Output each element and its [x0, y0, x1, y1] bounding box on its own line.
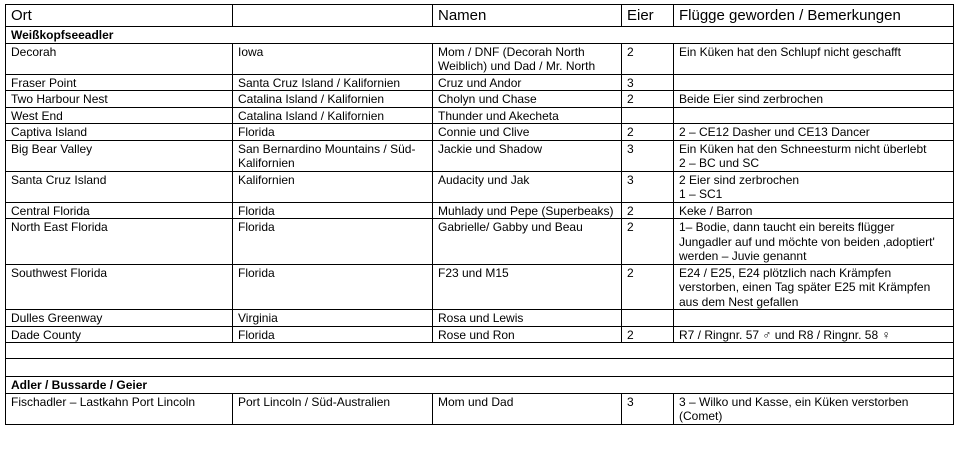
cell-bemerkungen: Ein Küken hat den Schneesturm nicht überlebt 2 – BC und SC [674, 140, 954, 171]
cell-eier: 2 [622, 124, 674, 141]
cell-bemerkungen: Ein Küken hat den Schlupf nicht geschafft [674, 43, 954, 74]
table-row [6, 171, 954, 202]
cell-region: Catalina Island / Kalifornien [233, 107, 433, 124]
cell-bemerkungen: 3 – Wilko und Kasse, ein Küken verstorben (Comet) [674, 393, 954, 424]
cell-ort: Dade County [6, 326, 233, 343]
cell-bemerkungen: R7 / Ringnr. 57 ♂ und R8 / Ringnr. 58 ♀ [674, 326, 954, 343]
cell-eier: 2 [622, 264, 674, 310]
cell-bemerkungen [674, 107, 954, 124]
table-row [6, 202, 954, 219]
cell-ort: North East Florida [6, 219, 233, 265]
cell-namen: Muhlady und Pepe (Superbeaks) [433, 202, 622, 219]
cell-region: Santa Cruz Island / Kalifornien [233, 74, 433, 91]
cell-eier: 2 [622, 202, 674, 219]
cell-ort: Captiva Island [6, 124, 233, 141]
cell-region: Florida [233, 124, 433, 141]
cell-ort: Santa Cruz Island [6, 171, 233, 202]
table-row [6, 264, 954, 310]
cell-region: Virginia [233, 310, 433, 327]
cell-eier: 3 [622, 171, 674, 202]
cell-ort: West End [6, 107, 233, 124]
empty-row [6, 359, 954, 377]
table-row [6, 393, 954, 424]
cell-namen: Jackie und Shadow [433, 140, 622, 171]
cell-region: Florida [233, 326, 433, 343]
cell-ort: Two Harbour Nest [6, 91, 233, 108]
cell-ort: Southwest Florida [6, 264, 233, 310]
table-row [6, 124, 954, 141]
table-row [6, 140, 954, 171]
cell-ort: Decorah [6, 43, 233, 74]
cell-namen: Gabrielle/ Gabby und Beau [433, 219, 622, 265]
cell-region: Kalifornien [233, 171, 433, 202]
cell-namen: Audacity und Jak [433, 171, 622, 202]
cell-ort: Big Bear Valley [6, 140, 233, 171]
cell-ort: Dulles Greenway [6, 310, 233, 327]
cell-eier [622, 107, 674, 124]
cell-region: Florida [233, 264, 433, 310]
nest-table [5, 4, 954, 425]
cell-namen: Connie und Clive [433, 124, 622, 141]
header-bemerkungen: Flügge geworden / Bemerkungen [674, 5, 954, 27]
table-row [6, 310, 954, 327]
cell-eier: 3 [622, 74, 674, 91]
cell-region: San Bernardino Mountains / Süd- Kalifornien [233, 140, 433, 171]
cell-bemerkungen: 2 Eier sind zerbrochen 1 – SC1 [674, 171, 954, 202]
cell-bemerkungen: E24 / E25, E24 plötzlich nach Krämpfen verstorben, einen Tag später E25 mit Krämpfen aus dem Nest gefallen [674, 264, 954, 310]
cell-bemerkungen: 1– Bodie, dann taucht ein bereits flügger Jungadler auf und möchte von beiden ‚adoptiert' werden – Juvie genannt [674, 219, 954, 265]
cell-region: Florida [233, 202, 433, 219]
cell-bemerkungen: Keke / Barron [674, 202, 954, 219]
cell-eier: 2 [622, 43, 674, 74]
cell-eier: 2 [622, 91, 674, 108]
cell-namen: Cholyn und Chase [433, 91, 622, 108]
cell-region: Iowa [233, 43, 433, 74]
cell-namen: Mom und Dad [433, 393, 622, 424]
cell-bemerkungen [674, 74, 954, 91]
cell-eier [622, 310, 674, 327]
cell-namen: Thunder und Akecheta [433, 107, 622, 124]
empty-cell [6, 343, 954, 359]
section-title: Adler / Bussarde / Geier [6, 377, 954, 394]
empty-cell [6, 359, 954, 377]
cell-bemerkungen: 2 – CE12 Dasher und CE13 Dancer [674, 124, 954, 141]
table-row [6, 219, 954, 265]
table-row [6, 91, 954, 108]
cell-eier: 2 [622, 219, 674, 265]
table-row [6, 326, 954, 343]
cell-namen: Rose und Ron [433, 326, 622, 343]
cell-region: Port Lincoln / Süd-Australien [233, 393, 433, 424]
table-row [6, 74, 954, 91]
cell-namen: Cruz und Andor [433, 74, 622, 91]
header-ort: Ort [6, 5, 233, 27]
section-title: Weißkopfseeadler [6, 27, 954, 44]
section-row [6, 377, 954, 394]
empty-row [6, 343, 954, 359]
cell-ort: Fraser Point [6, 74, 233, 91]
cell-ort: Central Florida [6, 202, 233, 219]
header-eier: Eier [622, 5, 674, 27]
cell-region: Catalina Island / Kalifornien [233, 91, 433, 108]
cell-namen: Mom / DNF (Decorah North Weiblich) und Dad / Mr. North [433, 43, 622, 74]
cell-eier: 3 [622, 393, 674, 424]
cell-bemerkungen: Beide Eier sind zerbrochen [674, 91, 954, 108]
cell-eier: 2 [622, 326, 674, 343]
table-row [6, 43, 954, 74]
header-region [233, 5, 433, 27]
cell-ort: Fischadler – Lastkahn Port Lincoln [6, 393, 233, 424]
cell-region: Florida [233, 219, 433, 265]
header-row [6, 5, 954, 27]
cell-eier: 3 [622, 140, 674, 171]
cell-namen: Rosa und Lewis [433, 310, 622, 327]
header-namen: Namen [433, 5, 622, 27]
cell-namen: F23 und M15 [433, 264, 622, 310]
section-row [6, 27, 954, 44]
table-row [6, 107, 954, 124]
cell-bemerkungen [674, 310, 954, 327]
